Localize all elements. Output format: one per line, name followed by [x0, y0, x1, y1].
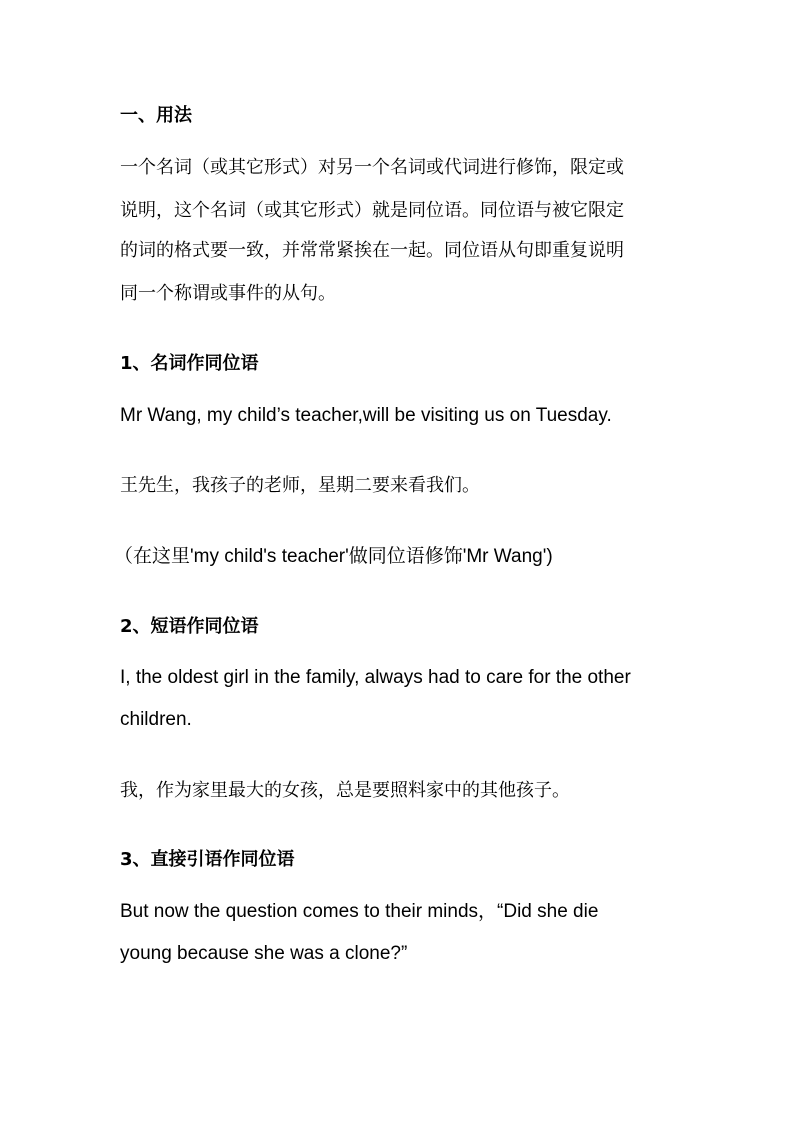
item-2-example-line-1: I, the oldest girl in the family, always had to care for the other — [120, 667, 631, 688]
intro-line-4: 同一个称谓或事件的从句。 — [120, 283, 336, 304]
item-2-translation: 我，作为家里最大的女孩，总是要照料家中的其他孩子。 — [120, 780, 570, 801]
intro-line-2: 说明，这个名词（或其它形式）就是同位语。同位语与被它限定 — [120, 200, 624, 221]
item-3-example-line-1: But now the question comes to their minds，“Did she die — [120, 901, 599, 922]
section-title: 一、用法 — [120, 105, 192, 126]
intro-line-3: 的词的格式要一致，并常常紧挨在一起。同位语从句即重复说明 — [120, 240, 624, 261]
intro-line-1: 一个名词（或其它形式）对另一个名词或代词进行修饰，限定或 — [120, 157, 624, 178]
item-1-heading: 1、名词作同位语 — [120, 353, 259, 374]
item-1-translation: 王先生，我孩子的老师，星期二要来看我们。 — [120, 475, 480, 496]
item-2-heading: 2、短语作同位语 — [120, 616, 259, 637]
item-3-example-line-2: young because she was a clone?” — [120, 943, 408, 964]
item-1-example: Mr Wang, my child’s teacher,will be visiting us on Tuesday. — [120, 405, 612, 426]
item-1-note: （在这里'my child's teacher'做同位语修饰'Mr Wang') — [114, 546, 553, 567]
item-3-heading: 3、直接引语作同位语 — [120, 849, 295, 870]
item-2-example-line-2: children. — [120, 709, 192, 730]
